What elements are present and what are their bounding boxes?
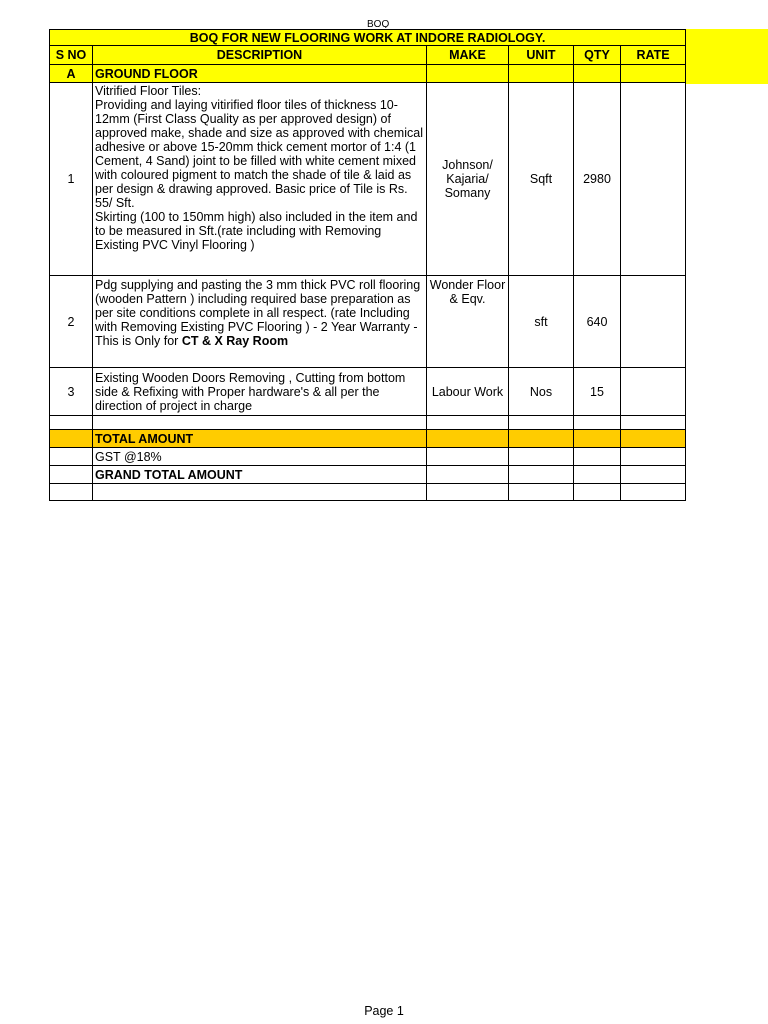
column-header-row [50, 46, 686, 65]
grand-total-label: GRAND TOTAL AMOUNT [93, 466, 427, 484]
item-description: Existing Wooden Doors Removing , Cutting from bottom side & Refixing with Proper hardware's & all per the direction of project in charge [93, 368, 427, 416]
blank-row [50, 416, 686, 430]
col-header-rate: RATE [621, 46, 686, 65]
gst-row [50, 448, 686, 466]
item-description [93, 83, 427, 276]
item-rate [621, 276, 686, 368]
desc-line: Skirting (100 to 150mm high) also included in the item and to be measured in Sft.(rate including with Removing Existing PVC Vinyl Flooring ) [95, 210, 418, 252]
gst-label: GST @18% [93, 448, 427, 466]
boq-table [49, 29, 686, 501]
item-rate [621, 83, 686, 276]
sheet-header: BOQ [367, 20, 390, 28]
item-qty: 15 [574, 368, 621, 416]
item-sno: 2 [50, 276, 93, 368]
total-row [50, 430, 686, 448]
desc-text: Pdg supplying and pasting the 3 mm thick PVC roll flooring (wooden Pattern ) including required base preparation as per site conditions complete in all respect. (rate Including with Removing Existing PVC Flooring ) - 2 Year Warranty - This is Only for [95, 278, 421, 348]
col-header-qty: QTY [574, 46, 621, 65]
desc-bold-text: CT & X Ray Room [181, 334, 289, 348]
highlight-fill [685, 29, 768, 84]
table-row [50, 276, 686, 368]
page-number: Page 1 [364, 1004, 404, 1018]
section-sno: A [50, 65, 93, 83]
item-description [93, 276, 427, 368]
item-rate [621, 368, 686, 416]
item-sno: 3 [50, 368, 93, 416]
table-row [50, 83, 686, 276]
boq-title: BOQ FOR NEW FLOORING WORK AT INDORE RADIOLOGY. [50, 30, 686, 46]
section-label: GROUND FLOOR [93, 65, 427, 83]
item-make: Labour Work [427, 368, 509, 416]
item-make: Johnson/ Kajaria/ Somany [427, 83, 509, 276]
table-row [50, 368, 686, 416]
item-sno: 1 [50, 83, 93, 276]
col-header-make: MAKE [427, 46, 509, 65]
col-header-sno: S NO [50, 46, 93, 65]
desc-line: Vitrified Floor Tiles: [95, 84, 202, 98]
item-unit: sft [509, 276, 574, 368]
col-header-unit: UNIT [509, 46, 574, 65]
blank-row [50, 484, 686, 501]
item-unit: Sqft [509, 83, 574, 276]
item-qty: 2980 [574, 83, 621, 276]
col-header-description: DESCRIPTION [93, 46, 427, 65]
section-row [50, 65, 686, 83]
total-amount-label: TOTAL AMOUNT [93, 430, 427, 448]
item-qty: 640 [574, 276, 621, 368]
item-unit: Nos [509, 368, 574, 416]
grand-total-row [50, 466, 686, 484]
desc-line: Providing and laying vitirified floor tiles of thickness 10-12mm (First Class Quality as per approved design) of approved make, shade and size as approved with chemical adhesive or above 15-20mm thick cement mortor of 1:4 (1 Cement, 4 Sand) joint to be filled with white cement mixed with coloured pigment to match the shade of tile & laid as per design & drawing approved. Basic price of Tile is Rs. 55/ Sft. [95, 98, 423, 210]
title-row [50, 30, 686, 46]
item-make: Wonder Floor & Eqv. [427, 276, 509, 368]
